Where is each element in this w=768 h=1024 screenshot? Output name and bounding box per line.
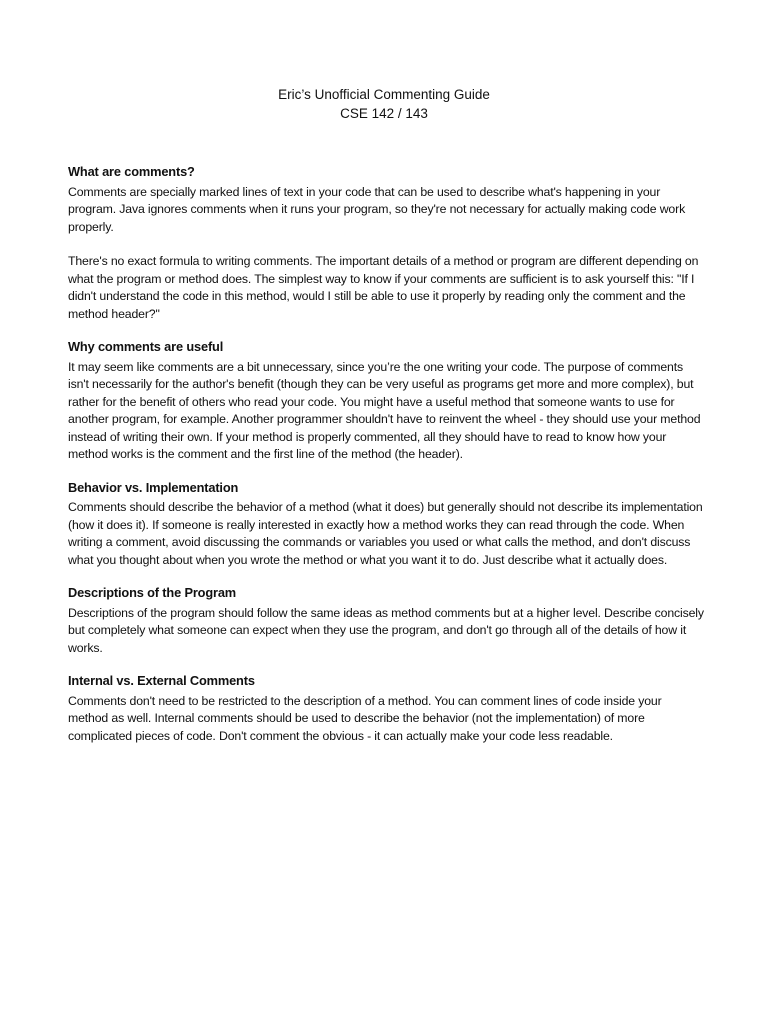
title-block [0,85,768,123]
paragraph: Comments are specially marked lines of text in your code that can be used to describe what's happening in your program. Java ignores comments when it runs your program, so they're not necessary for actually making code work properly. [68,184,686,234]
section-internal-vs-external-comments [68,672,704,745]
document-title: Eric’s Unofficial Commenting Guide [278,87,490,102]
paragraph: Comments should describe the behavior of a method (what it does) but generally should not describe its implementation (how it does it). If someone is really interested in exactly how a method works they can read through the code. When writing a comment, avoid discussing the commands or variables you used or what calls the method, and don't discuss what you thought about when you wrote the method or what you want it to do. Just describe what it actually does. [68,500,703,567]
paragraph: There's no exact formula to writing comments. The important details of a method or program are different depending on what the program or method does. The simplest way to know if your comments are sufficient is to ask yourself this: "If I didn't understand the code in this method, would I still be able to use it properly by reading only the comment and the method header?" [68,254,699,321]
section-behavior-vs-implementation [68,479,704,570]
paragraph: Comments don't need to be restricted to the description of a method. You can comment lines of code inside your method as well. Internal comments should be used to describe the behavior (not the implementation) of more complicated pieces of code. Don't comment the obvious - it can actually make your code less readable. [68,693,662,743]
section-heading: Internal vs. External Comments [68,673,255,688]
paragraph: Descriptions of the program should follow the same ideas as method comments but at a higher level. Describe concisely but completely what someone can expect when they use the program, and don't go through all of the details of how it works. [68,605,704,655]
section-why-comments-are-useful [68,338,704,464]
section-heading: Descriptions of the Program [68,585,237,600]
section-heading: Why comments are useful [68,339,224,354]
document-body [68,163,704,760]
section-heading: What are comments? [68,164,195,179]
section-what-are-comments [68,163,704,323]
section-heading: Behavior vs. Implementation [68,479,239,495]
document-subtitle: CSE 142 / 143 [340,106,428,121]
section-descriptions-of-the-program [68,584,704,657]
paragraph: It may seem like comments are a bit unnecessary, since you’re the one writing your code. The purpose of comments isn't necessarily for the author's benefit (though they can be very useful as programs get more and more complex), but rather for the benefit of others who read your code. You might have a useful method that someone wants to use for another program, for example. Another programmer shouldn't have to reinvent the wheel - they should use your method instead of writing their own. If your method is properly commented, all they should have to read to know how your method works is the comment and the first line of the method (the header). [68,359,701,461]
